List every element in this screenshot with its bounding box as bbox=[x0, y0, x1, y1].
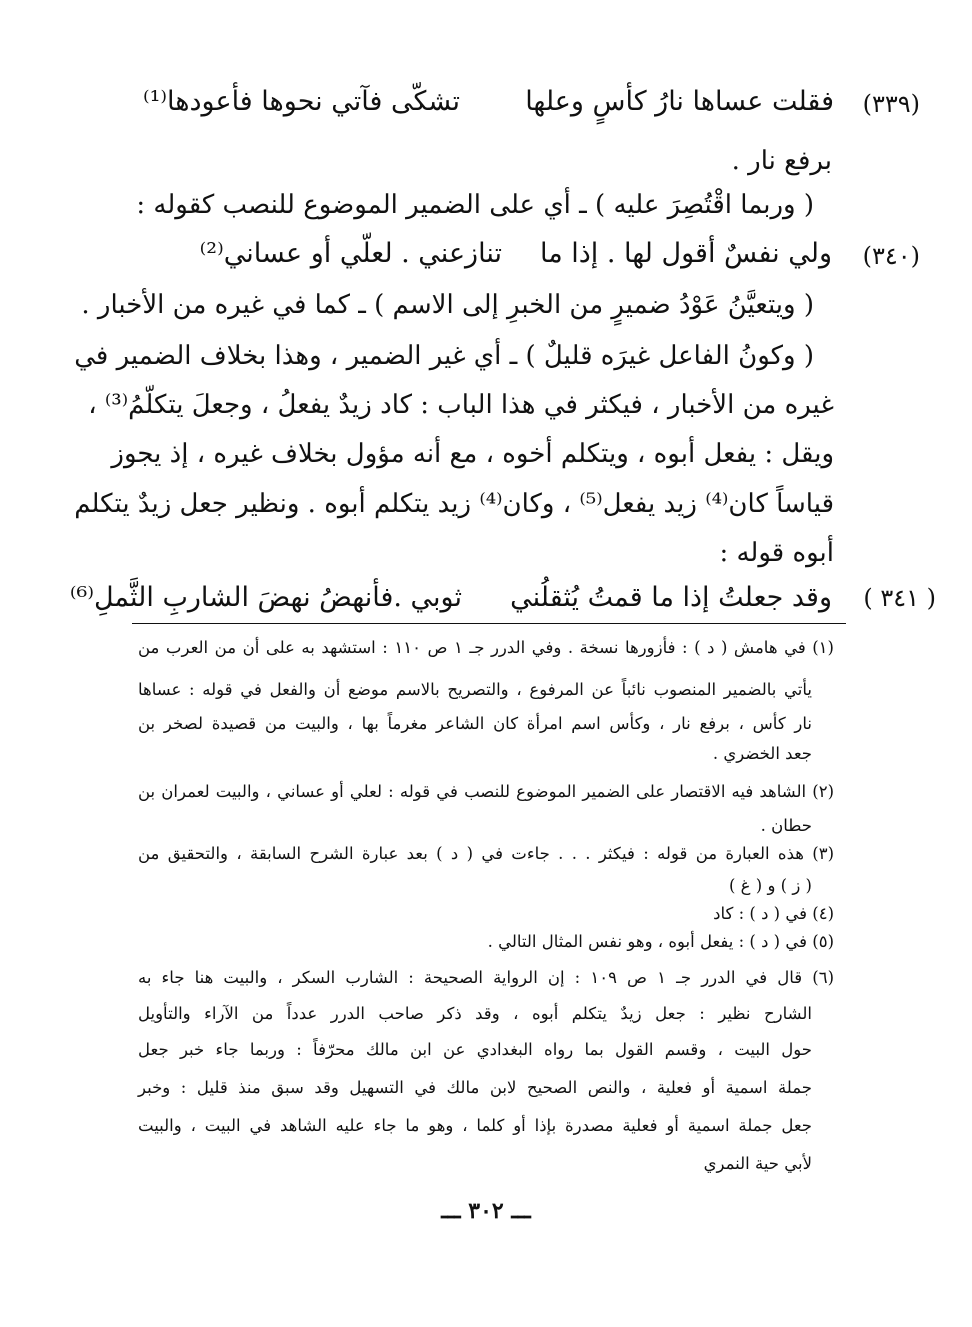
verse-339-second-hemistich: تشكّى فآتي نحوها فأعودها⁽¹⁾ bbox=[142, 86, 460, 117]
body-line: ( وكونُ الفاعل غيرَه قليلٌ ) ـ أي غير الضمير ، وهذا بخلاف الضمير في bbox=[74, 341, 814, 371]
footnote-6-line: جملة اسمية أو فعلية ، والنص الصحيح لابن مالك في التسهيل وقد سبق منذ قليل : وخبر bbox=[138, 1078, 812, 1097]
body-line: ( وربما اقْتُصِرَ عليه ) ـ أي على الضمير الموضوع للنصب كقوله : bbox=[136, 190, 814, 220]
footnote-1-line: نار كأس ، برفع نار ، وكأس اسم امرأة كان الشاعر مغرماً بها ، والبيت من قصيدة لصخر بن bbox=[138, 714, 812, 733]
footnote-3-line: ( ز ) و ( غ ) bbox=[729, 876, 812, 895]
page-number: ـــ ٣٠٢ ـــ bbox=[441, 1198, 531, 1224]
footnote-2-line: (٢) الشاهد فيه الاقتصار على الضمير الموضوع للنصب في قوله : لعلي أو عساني ، والبيت لعمران بن bbox=[138, 782, 834, 801]
footnote-6-line: جعل جملة اسمية أو فعلية مصدرة بإذا أو كلما ، وهو ما جاء عليه الشاهد في البيت ، والبيت bbox=[138, 1116, 812, 1135]
verse-340-second-hemistich: تنازعني . لعلّي أو عساني⁽²⁾ bbox=[199, 238, 502, 269]
footnote-1-line: جعد الخضري . bbox=[712, 744, 812, 763]
footnote-6-line: حول البيت ، وقسم القول بما رواه البغدادي عن ابن مالك محرّفاً : وربما جاء خبر جعل bbox=[138, 1040, 812, 1059]
verse-number-341: ( ٣٤١ ) bbox=[863, 584, 936, 612]
verse-339-first-hemistich: فقلت عساها نارُ كأسٍ وعلها bbox=[525, 86, 834, 117]
footnote-5-line: (٥) في ( د ) : يفعل أبوه ، وهو نفس المثال التالي . bbox=[487, 932, 834, 951]
body-line: ( ويتعيَّنُ عَوْدُ ضميرٍ من الخبرِ إلى الاسم ) ـ كما في غيره من الأخبار . bbox=[81, 290, 814, 320]
body-line: قياساً كان⁽⁴⁾ زيد يفعل⁽⁵⁾ ، وكان⁽⁴⁾ زيد يتكلم أبوه . ونظير جعل زيدٌ يتكلم bbox=[74, 489, 834, 519]
body-line: ويقل : يفعل أبوه ، ويتكلم أخوه ، مع أنه مؤول بخلاف غيره ، إذ يجوز bbox=[111, 439, 834, 469]
body-line: أبوه قوله : bbox=[719, 538, 834, 568]
verse-341-second-hemistich: ثوبي .فأنهضُ نهضَ الشاربِ الثَّملِ⁽⁶⁾ bbox=[69, 582, 462, 613]
verse-number-340: (٣٤٠) bbox=[862, 242, 920, 270]
footnote-6-line: (٦) قال في الدرر جـ ١ ص ١٠٩ : إن الرواية الصحيحة : الشارب السكر ، والبيت هنا جاء به bbox=[138, 968, 834, 987]
footnote-3-line: (٣) هذه العبارة من قوله : فيكثر . . . جاءت في ( د ) بعد عبارة الشرح السابقة ، والتحقيق من bbox=[138, 844, 834, 863]
verse-340-first-hemistich: ولي نفسٌ أقول لها . إذا ما bbox=[539, 238, 832, 269]
footnote-1-line: (١) في هامش ( د ) : فأزورها نسخة . وفي الدرر جـ ١ ص ١١٠ : استشهد به على أن من العرب من bbox=[138, 638, 834, 657]
verse-number-339: (٣٣٩) bbox=[862, 90, 920, 118]
verse-341-first-hemistich: وقد جعلتُ إذا ما قمتُ يُثقلُني bbox=[510, 582, 832, 613]
footnote-1-line: يأتي بالضمير المنصوب نائباً عن المرفوع ، والتصريح بالاسم موضع أن والفعل في قوله : عساها bbox=[138, 680, 812, 699]
footnote-separator bbox=[132, 623, 846, 624]
footnote-4-line: (٤) في ( د ) : كاد bbox=[713, 904, 834, 923]
footnote-2-line: حطان . bbox=[760, 816, 812, 835]
footnote-6-line: لأبي حية النمري bbox=[703, 1154, 812, 1173]
body-line: غيره من الأخبار ، فيكثر في هذا الباب : كاد زيدٌ يفعلُ ، وجعلَ يتكلّمُ⁽³⁾ ، bbox=[88, 390, 834, 420]
footnote-6-line: الشارح نظير : جعل زيدٌ يتكلم أبوه ، وقد ذكر صاحب الدرر عدداً من الآراء والتأويل bbox=[138, 1004, 812, 1023]
body-line: برفع نار . bbox=[731, 146, 832, 176]
